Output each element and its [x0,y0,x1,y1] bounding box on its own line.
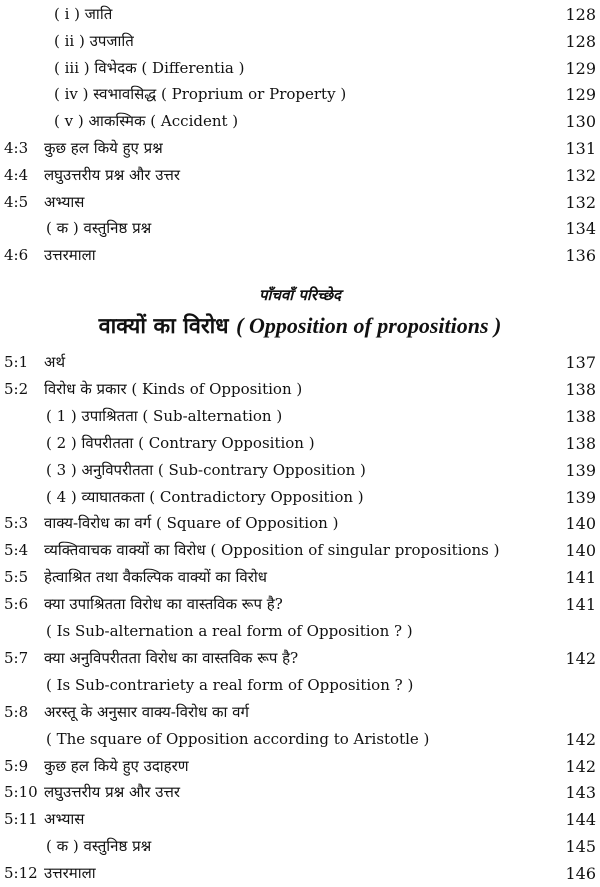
section-number: 5:11 [4,810,38,829]
section-number: 5:10 [4,783,38,802]
page-number: 138 [565,379,596,399]
section-title: अभ्यास [44,192,85,211]
section-title: अर्थ [44,353,66,371]
section-title: अरस्तू के अनुसार वाक्य-विरोध का वर्ग [44,702,249,721]
toc-entry [0,108,600,135]
page-number: 138 [565,433,596,453]
chapter-title [0,310,600,343]
section-title: उत्तरमाला [44,864,96,883]
chapter-title-hindi: वाक्यों का विरोध [98,314,229,339]
section-title: उत्तरमाला [44,246,96,265]
section-number: 5:5 [4,568,29,587]
section-number: 5:7 [4,648,29,667]
toc-entry [0,806,600,833]
toc-entry [0,672,600,699]
page-number: 140 [565,514,596,534]
section-title: लघुउत्तरीय प्रश्न और उत्तर [44,783,180,802]
section-title: अभ्यास [44,810,85,829]
section-title: ( Is Sub-alternation a real form of Opposition ? ) [46,622,413,640]
page-number: 144 [565,810,596,830]
page-number: 140 [565,541,596,561]
toc-entry [0,430,600,457]
page-number: 132 [565,165,596,185]
toc-entry [0,135,600,162]
toc-entry [0,189,600,216]
page-number: 132 [565,192,596,212]
section-number: 5:9 [4,756,29,775]
section-title: हेत्वाश्रित तथा वैकल्पिक वाक्यों का विरोध [44,568,268,587]
section-number: 5:6 [4,595,29,614]
toc-entry [0,484,600,511]
page-number: 143 [565,783,596,803]
section-title: व्यक्तिवाचक वाक्यों का विरोध ( Opposition of singular propositions ) [44,541,500,560]
toc-entry [0,403,600,430]
section-title: ( 4 ) व्याघातकता ( Contradictory Opposition ) [46,487,364,506]
section-number: 4:3 [4,139,29,157]
page-number: 139 [565,487,596,507]
section-title: लघुउत्तरीय प्रश्न और उत्तर [44,165,180,184]
section-title: कुछ हल किये हुए प्रश्न [44,139,163,157]
toc-entry [0,215,600,242]
section-number: 5:1 [4,353,29,371]
toc-entry [0,457,600,484]
chapter-title-english: ( Opposition of propositions ) [236,313,502,338]
section-title: ( iii ) विभेदक ( Differentia ) [54,58,245,77]
toc-entry [0,510,600,537]
toc-entry [0,753,600,780]
toc-entry [0,81,600,108]
page-number: 128 [565,5,596,24]
section-number: 4:4 [4,165,29,184]
page-number: 142 [565,729,596,749]
toc-entry [0,242,600,269]
section-title: ( 1 ) उपाश्रितता ( Sub-alternation ) [46,406,283,425]
page-number: 137 [565,353,596,372]
toc-entry [0,564,600,591]
section-number: 5:8 [4,702,29,721]
page-number: 141 [565,568,596,588]
section-number: 5:4 [4,541,29,560]
section-title: ( The square of Opposition according to Aristotle ) [46,729,430,748]
toc-entry [0,376,600,403]
toc-entry [0,618,600,645]
section-title: ( iv ) स्वभावसिद्ध ( Proprium or Property ) [54,85,347,104]
toc-entry [0,833,600,860]
section-title: ( 3 ) अनुविपरीतता ( Sub-contrary Opposition ) [46,460,366,479]
section-title: ( v ) आकस्मिक ( Accident ) [54,112,239,131]
page-number: 129 [565,58,596,78]
toc-entry [0,162,600,189]
section-number: 5:2 [4,379,29,398]
chapter-label: पाँचवाँ परिच्छेद [259,286,341,304]
page-number: 136 [565,246,596,266]
section-title: ( क ) वस्तुनिष्ठ प्रश्न [46,219,152,238]
section-title: क्या उपाश्रितता विरोध का वास्तविक रूप है? [44,595,283,614]
page-number: 145 [565,837,596,857]
toc-entry [0,699,600,726]
section-title: वाक्य-विरोध का वर्ग ( Square of Opposition ) [44,514,339,533]
page-number: 134 [565,219,596,239]
section-title: ( i ) जाति [54,5,113,23]
toc-entry [0,55,600,82]
toc-entry [0,779,600,806]
section-title: ( 2 ) विपरीतता ( Contrary Opposition ) [46,433,315,452]
page-number: 128 [565,31,596,51]
toc-entry [0,1,600,28]
toc-entry [0,28,600,55]
toc-entry [0,537,600,564]
toc-entry [0,349,600,376]
page-number: 146 [565,864,596,884]
section-title: ( ii ) उपजाति [54,31,134,50]
toc-entry [0,591,600,618]
toc-entry [0,860,600,887]
page-number: 131 [565,139,596,158]
page-number: 139 [565,460,596,480]
toc-entry [0,645,600,672]
section-title: ( क ) वस्तुनिष्ठ प्रश्न [46,837,152,856]
section-title: क्या अनुविपरीतता विरोध का वास्तविक रूप है? [44,648,299,667]
section-title: ( Is Sub-contrariety a real form of Opposition ? ) [46,675,414,694]
toc-entry [0,726,600,753]
section-title: कुछ हल किये हुए उदाहरण [44,756,189,775]
section-number: 5:3 [4,514,29,533]
page-number: 130 [565,112,596,132]
page-number: 138 [565,406,596,426]
page-number: 142 [565,648,596,668]
section-number: 4:5 [4,192,29,211]
section-number: 4:6 [4,246,29,265]
page-number: 142 [565,756,596,776]
page-number: 141 [565,595,596,615]
section-title: विरोध के प्रकार ( Kinds of Opposition ) [44,379,303,398]
page-number: 129 [565,85,596,105]
section-number: 5:12 [4,864,38,883]
